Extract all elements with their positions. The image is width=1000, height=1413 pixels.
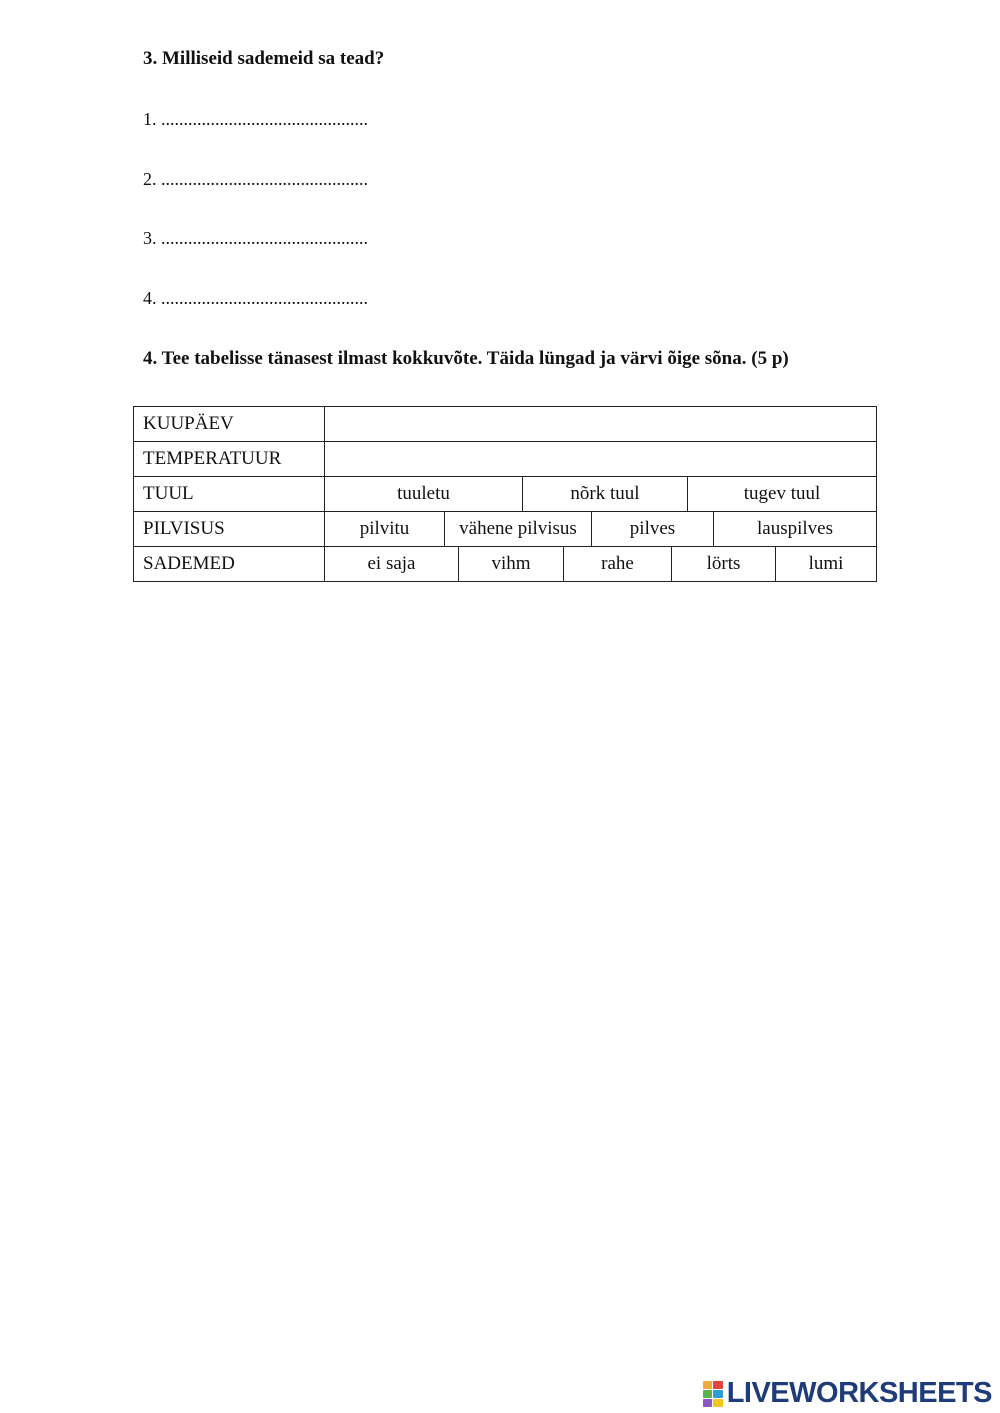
weather-summary-table [133, 406, 877, 582]
wind-options [325, 477, 877, 512]
wind-option-strong[interactable]: tugev tuul [687, 477, 876, 511]
answer-line-4[interactable]: 4. .............................................. [143, 288, 368, 308]
row-label-kuupaev: KUUPÄEV [134, 407, 325, 442]
cloudiness-options [325, 512, 877, 547]
answer-line-2[interactable]: 2. .............................................. [143, 169, 368, 189]
table-row-sademed [134, 547, 877, 582]
table-row-kuupaev [134, 407, 877, 442]
answer-line-1[interactable]: 1. .............................................. [143, 109, 368, 129]
precip-option-none[interactable]: ei saja [367, 553, 416, 574]
cloud-option-cloudy[interactable]: pilves [591, 512, 713, 546]
cloud-option-clear[interactable]: pilvitu [359, 518, 410, 539]
row-label-sademed: SADEMED [134, 547, 325, 582]
temperature-input-cell[interactable] [325, 442, 877, 477]
table-row-pilvisus [134, 512, 877, 547]
date-input-cell[interactable] [325, 407, 877, 442]
precip-option-sleet[interactable]: lörts [671, 547, 775, 581]
precipitation-options [325, 547, 877, 582]
wind-option-weak[interactable]: nõrk tuul [522, 477, 687, 511]
question-4-title: 4. Tee tabelisse tänasest ilmast kokkuvõte. Täida lüngad ja värvi õige sõna. (5 p) [143, 348, 789, 369]
liveworksheets-logo-icon [703, 1381, 723, 1407]
wind-option-calm[interactable]: tuuletu [397, 483, 450, 504]
answer-line-3[interactable]: 3. .............................................. [143, 228, 368, 248]
table-row-temperatuur [134, 442, 877, 477]
cloud-option-overcast[interactable]: lauspilves [713, 512, 876, 546]
precip-option-hail[interactable]: rahe [563, 547, 671, 581]
precip-option-rain[interactable]: vihm [458, 547, 563, 581]
precip-option-snow[interactable]: lumi [775, 547, 876, 581]
table-row-tuul [134, 477, 877, 512]
question-3-title: 3. Milliseid sademeid sa tead? [143, 48, 385, 69]
cloud-option-few-clouds[interactable]: vähene pilvisus [444, 512, 591, 546]
row-label-pilvisus: PILVISUS [134, 512, 325, 547]
logo-text: LIVEWORKSHEETS [726, 1377, 992, 1409]
row-label-temperatuur: TEMPERATUUR [134, 442, 325, 477]
row-label-tuul: TUUL [134, 477, 325, 512]
liveworksheets-logo[interactable] [703, 1377, 992, 1410]
